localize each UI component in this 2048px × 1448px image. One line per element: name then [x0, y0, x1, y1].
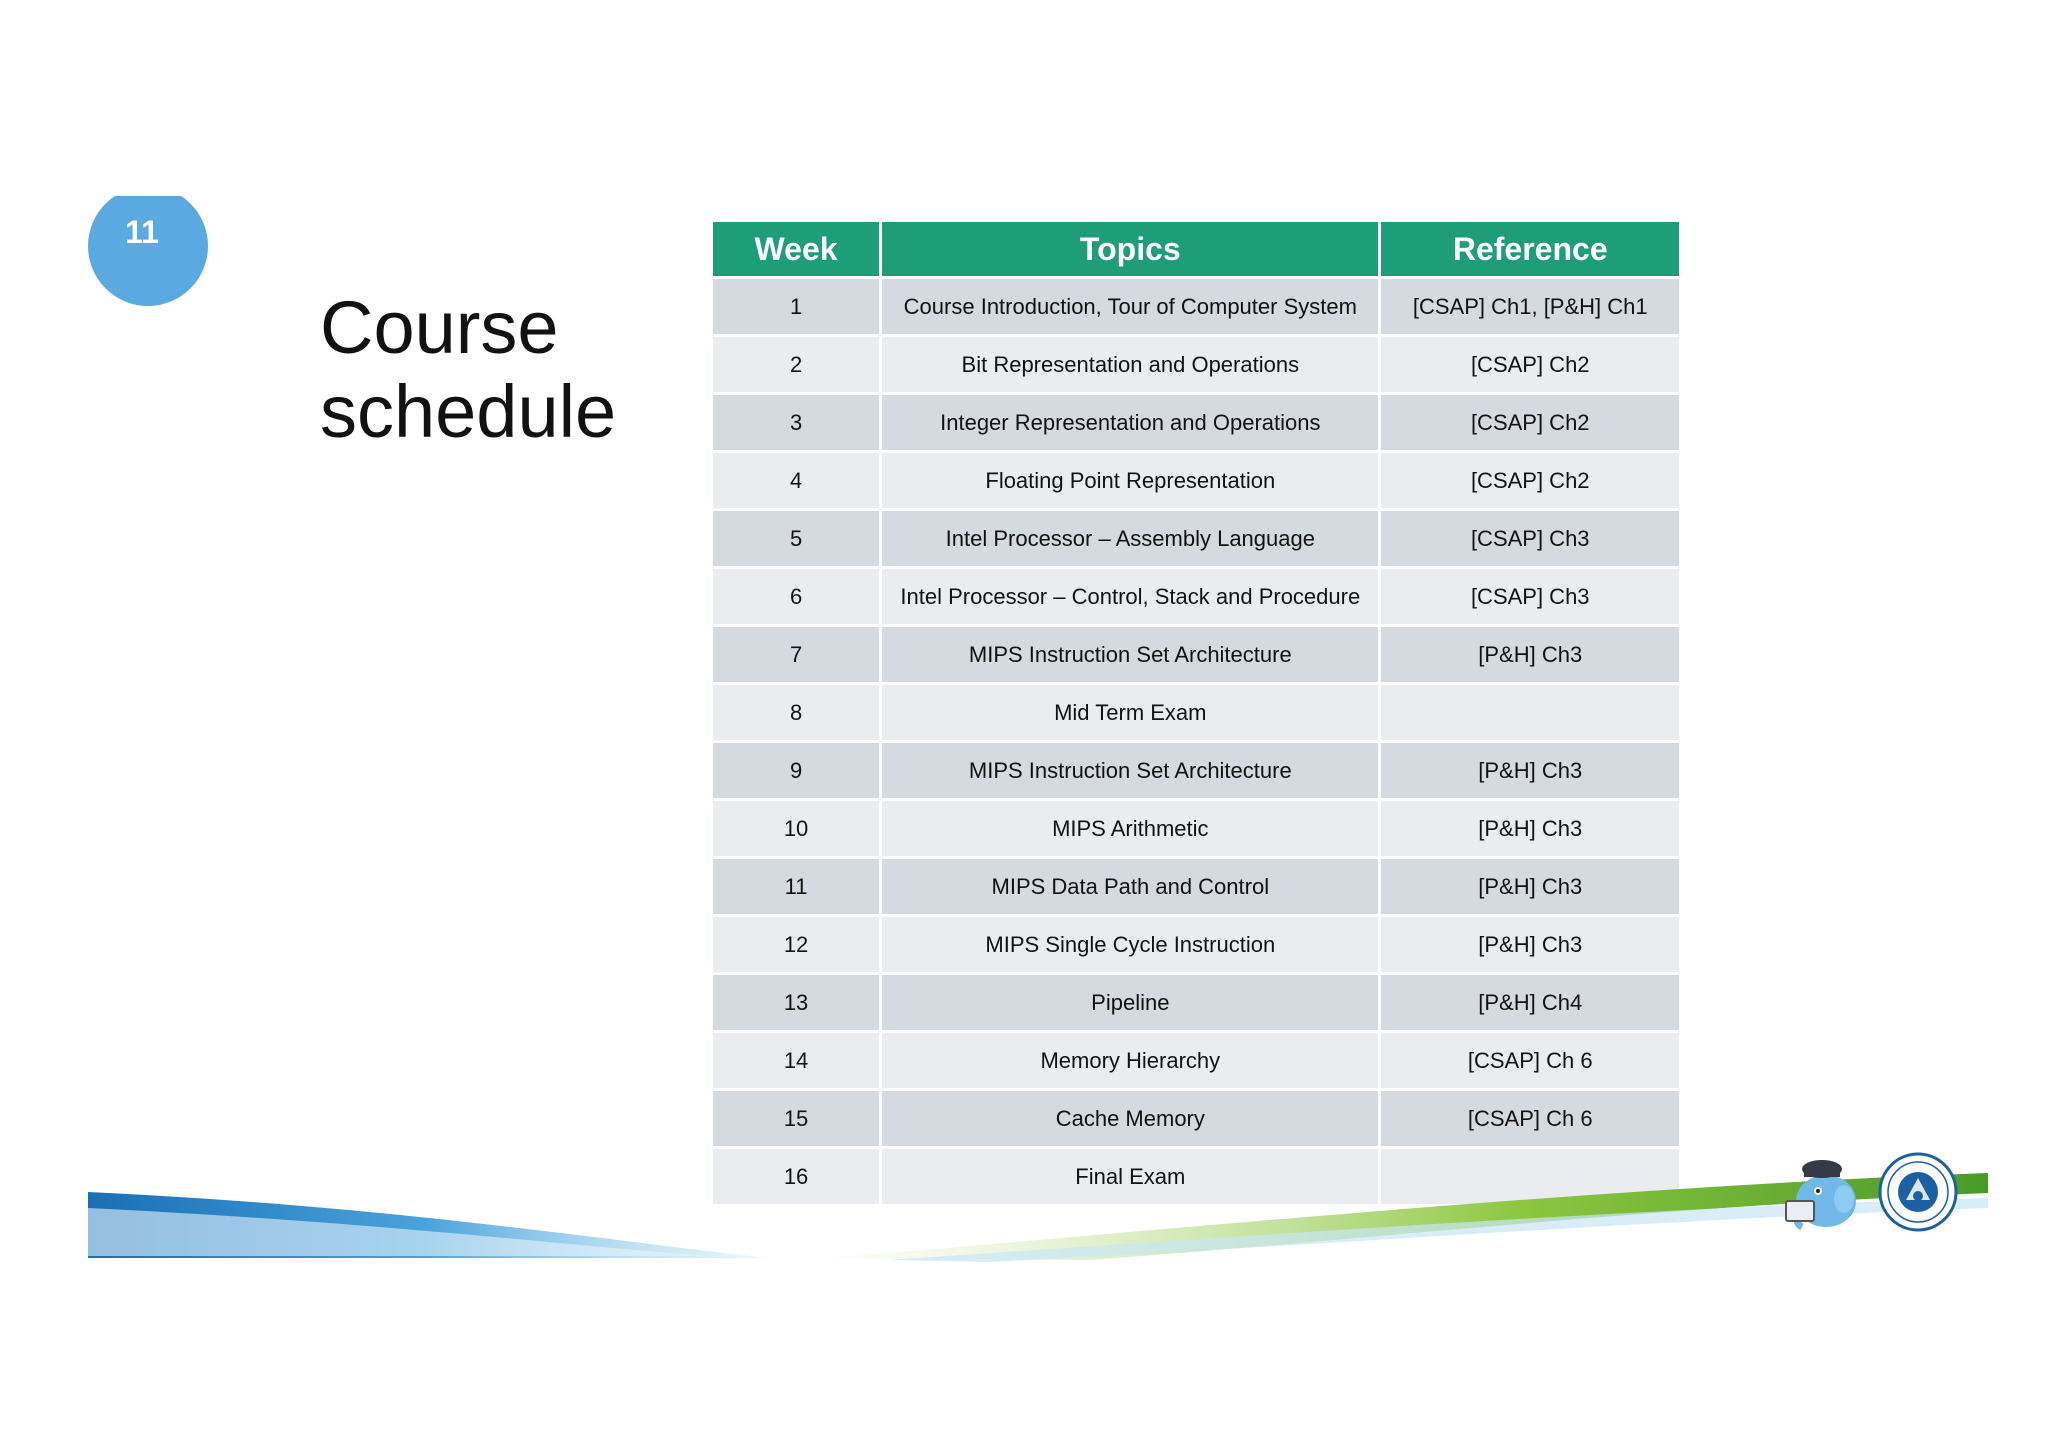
table-row	[713, 1091, 1679, 1149]
footer-swoosh-decoration	[88, 1148, 1988, 1268]
topic-cell: Course Introduction, Tour of Computer System	[882, 279, 1381, 337]
week-cell: 12	[713, 917, 882, 975]
reference-cell: [P&H] Ch3	[1381, 801, 1679, 859]
reference-cell: [CSAP] Ch3	[1381, 511, 1679, 569]
table-row	[713, 975, 1679, 1033]
topic-cell: Memory Hierarchy	[882, 1033, 1381, 1091]
table-row	[713, 801, 1679, 859]
week-cell: 10	[713, 801, 882, 859]
topic-cell: Integer Representation and Operations	[882, 395, 1381, 453]
topic-cell: MIPS Data Path and Control	[882, 859, 1381, 917]
schedule-body	[713, 279, 1679, 1207]
week-cell: 7	[713, 627, 882, 685]
week-cell: 9	[713, 743, 882, 801]
table-header-row	[713, 222, 1679, 279]
topic-cell: Bit Representation and Operations	[882, 337, 1381, 395]
topic-cell: MIPS Arithmetic	[882, 801, 1381, 859]
header-reference: Reference	[1381, 222, 1679, 279]
elephant-mascot-icon	[1778, 1155, 1868, 1235]
table-row	[713, 743, 1679, 801]
week-cell: 5	[713, 511, 882, 569]
institution-seal-icon	[1878, 1152, 1958, 1232]
header-week: Week	[713, 222, 882, 279]
reference-cell: [CSAP] Ch2	[1381, 453, 1679, 511]
table-row	[713, 859, 1679, 917]
table-row	[713, 569, 1679, 627]
table-row	[713, 685, 1679, 743]
topic-cell: Intel Processor – Assembly Language	[882, 511, 1381, 569]
topic-cell: Mid Term Exam	[882, 685, 1381, 743]
topic-cell: MIPS Single Cycle Instruction	[882, 917, 1381, 975]
reference-cell: [CSAP] Ch3	[1381, 569, 1679, 627]
reference-cell: [CSAP] Ch1, [P&H] Ch1	[1381, 279, 1679, 337]
topic-cell: Cache Memory	[882, 1091, 1381, 1149]
week-cell: 2	[713, 337, 882, 395]
table-row	[713, 511, 1679, 569]
reference-cell: [P&H] Ch3	[1381, 859, 1679, 917]
week-cell: 15	[713, 1091, 882, 1149]
topic-cell: MIPS Instruction Set Architecture	[882, 627, 1381, 685]
title-line-1: Course	[320, 286, 559, 369]
reference-cell	[1381, 685, 1679, 743]
week-cell: 6	[713, 569, 882, 627]
topic-cell: Final Exam	[882, 1149, 1381, 1207]
reference-cell: [CSAP] Ch2	[1381, 337, 1679, 395]
reference-cell: [CSAP] Ch2	[1381, 395, 1679, 453]
week-cell: 8	[713, 685, 882, 743]
table-row	[713, 1033, 1679, 1091]
table-row	[713, 453, 1679, 511]
week-cell: 4	[713, 453, 882, 511]
week-cell: 16	[713, 1149, 882, 1207]
topic-cell: MIPS Instruction Set Architecture	[882, 743, 1381, 801]
table-row	[713, 627, 1679, 685]
table-row	[713, 917, 1679, 975]
title-line-2: schedule	[320, 370, 617, 453]
week-cell: 3	[713, 395, 882, 453]
topic-cell: Floating Point Representation	[882, 453, 1381, 511]
table-row	[713, 395, 1679, 453]
reference-cell: [P&H] Ch3	[1381, 917, 1679, 975]
topic-cell: Intel Processor – Control, Stack and Procedure	[882, 569, 1381, 627]
topic-cell: Pipeline	[882, 975, 1381, 1033]
reference-cell: [CSAP] Ch 6	[1381, 1033, 1679, 1091]
table-row	[713, 337, 1679, 395]
header-topics: Topics	[882, 222, 1381, 279]
reference-cell: [P&H] Ch3	[1381, 743, 1679, 801]
reference-cell: [P&H] Ch4	[1381, 975, 1679, 1033]
week-cell: 13	[713, 975, 882, 1033]
reference-cell: [P&H] Ch3	[1381, 627, 1679, 685]
table-row	[713, 279, 1679, 337]
week-cell: 11	[713, 859, 882, 917]
schedule-table	[713, 222, 1679, 1207]
reference-cell: [CSAP] Ch 6	[1381, 1091, 1679, 1149]
week-cell: 1	[713, 279, 882, 337]
week-cell: 14	[713, 1033, 882, 1091]
page-title	[320, 286, 616, 454]
slide-number-badge	[88, 196, 208, 306]
badge-circle	[88, 196, 208, 306]
slide-number: 11	[125, 214, 159, 250]
